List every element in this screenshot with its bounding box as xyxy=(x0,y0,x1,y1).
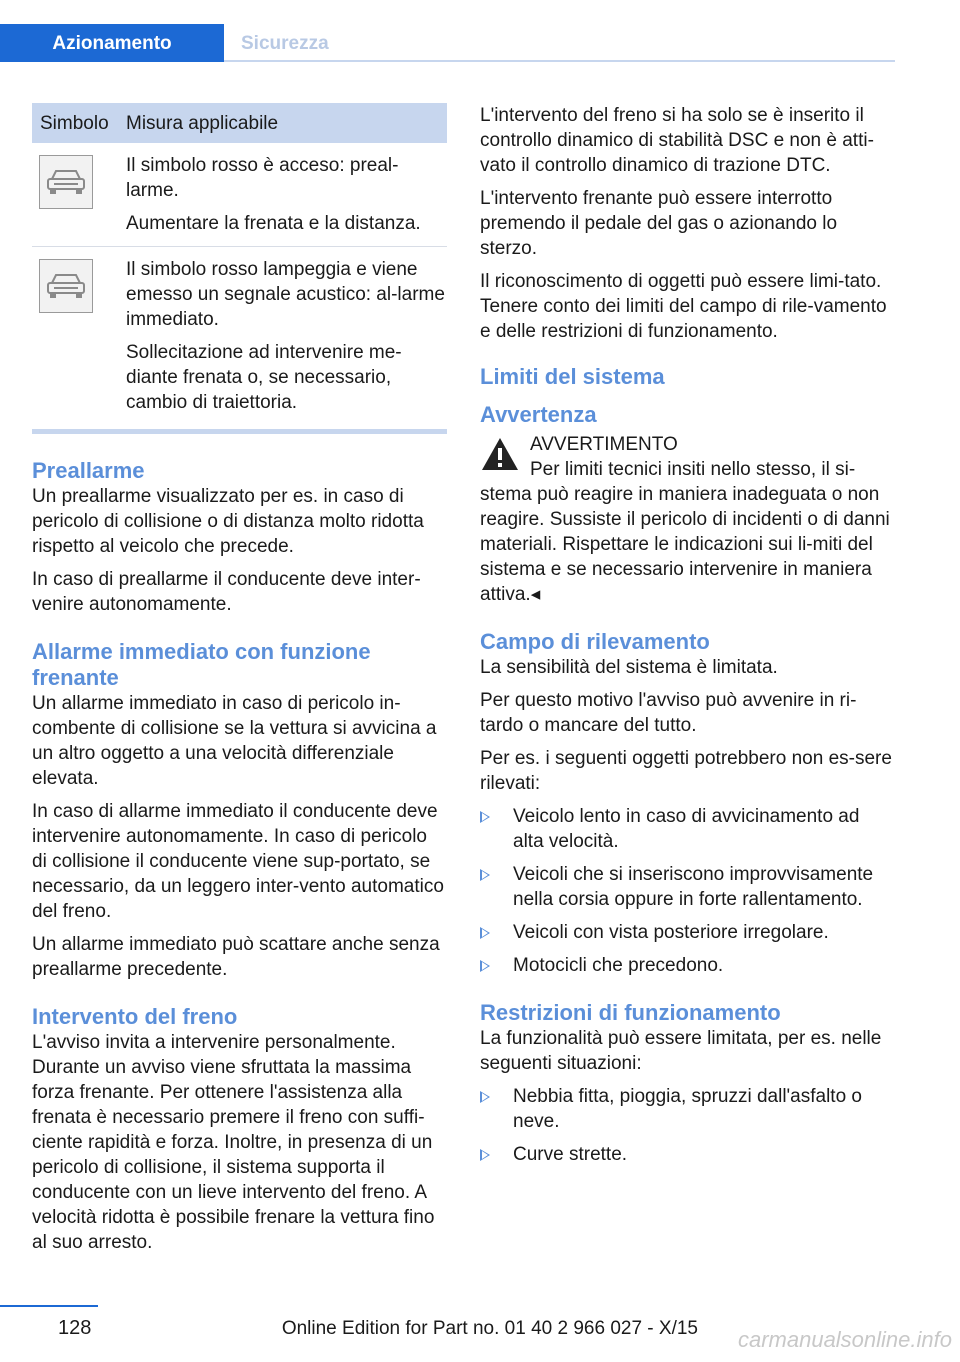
paragraph: La funzionalità può essere limitata, per es. nelle seguenti situazioni: xyxy=(480,1028,882,1074)
paragraph: Per questo motivo l'avviso può avvenire in ri-tardo o mancare del tutto. xyxy=(480,690,857,736)
paragraph: Il riconoscimento di oggetti può essere limi-tato. Tenere conto dei limiti del campo di rile-vamento e delle restrizioni di funzionamento. xyxy=(480,271,887,342)
footer-rule xyxy=(0,1305,98,1307)
watermark: carmanualsonline.info xyxy=(737,1327,952,1352)
heading-avvertenza: Avvertenza xyxy=(480,402,597,427)
list-item: Curve strette. xyxy=(480,1142,895,1167)
car-warning-icon xyxy=(39,259,93,313)
edition-text: Online Edition for Part no. 01 40 2 966 027 - X/15 xyxy=(281,1318,698,1339)
paragraph: Un allarme immediato può scattare anche senza preallarme precedente. xyxy=(32,934,440,980)
paragraph: In caso di allarme immediato il conducente deve intervenire autonomamente. In caso di pericolo di collisione il conducente viene sup-portato, se necessario, da un leggero inter-vento automatico del freno. xyxy=(32,801,444,922)
car-warning-icon xyxy=(39,155,93,209)
paragraph: Un allarme immediato in caso di pericolo in-combente di collisione se la vettura si avvicina a un altro oggetto a una velocità differenziale elevata. xyxy=(32,693,437,789)
right-column xyxy=(480,103,895,1175)
paragraph: L'intervento del freno si ha solo se è inserito il controllo dinamico di stabilità DSC e non è atti-vato il controllo dinamico di trazione DTC. xyxy=(480,105,874,176)
warning-triangle-icon xyxy=(480,436,520,472)
bullet-triangle-icon xyxy=(480,1149,490,1161)
heading-preallarme: Preallarme xyxy=(32,458,145,483)
col-header-measure: Misura applicabile xyxy=(126,112,279,134)
warning-text: Per limiti tecnici insiti nello stesso, il si-stema può reagire in maniera inadeguata o non reagire. Sussiste il pericolo di incidenti o di danni materiali. Rispettare le indicazioni sui li-miti del sistema e se necessario intervenire in maniera attiva.◂ xyxy=(480,459,890,605)
col-header-symbol: Simbolo xyxy=(40,112,109,134)
paragraph: In caso di preallarme il conducente deve inter-venire autonomamente. xyxy=(32,569,421,615)
list-item: Nebbia fitta, pioggia, spruzzi dall'asfalto o neve. xyxy=(480,1084,895,1134)
range-list xyxy=(480,804,895,978)
heading-restrizioni: Restrizioni di funzionamento xyxy=(480,1000,781,1025)
list-item: Veicolo lento in caso di avvicinamento ad alta velocità. xyxy=(480,804,895,854)
paragraph: L'intervento frenante può essere interrotto premendo il pedale del gas o azionando lo sterzo. xyxy=(480,188,838,259)
page-number: 128 xyxy=(58,1317,92,1339)
paragraph: L'avviso invita a intervenire personalmente. Durante un avviso viene sfruttata la massima forza frenante. Per ottenere l'assistenza alla frenata è necessario premere il freno con suffi-ciente rapidità e forza. Inoltre, in presenza di un pericolo di collisione, il sistema supporta il conducente con un lieve intervento del freno. A velocità ridotta è possibile frenare la vettura fino al suo arresto. xyxy=(32,1032,435,1253)
list-item: Motocicli che precedono. xyxy=(480,953,895,978)
symbol-table xyxy=(32,103,447,434)
list-item: Veicoli con vista posteriore irregolare. xyxy=(480,920,895,945)
heading-campo-rilevamento: Campo di rilevamento xyxy=(480,629,710,654)
list-item: Veicoli che si inseriscono improvvisamente nella corsia oppure in forte rallentamento. xyxy=(480,862,895,912)
row-text: Sollecitazione ad intervenire me-diante frenata o, se necessario, cambio di traiettoria. xyxy=(126,342,402,413)
header-rule xyxy=(224,60,895,62)
bullet-triangle-icon xyxy=(480,960,490,972)
tab-sicurezza[interactable]: Sicurezza xyxy=(241,32,329,54)
warning-label: AVVERTIMENTO xyxy=(530,434,678,455)
row-text: Aumentare la frenata e la distanza. xyxy=(126,213,421,234)
table-row xyxy=(32,247,447,425)
header-tabs xyxy=(0,24,895,62)
heading-allarme-immediato: Allarme immediato con funzione frenante xyxy=(32,639,371,690)
warning-block xyxy=(480,432,895,607)
left-column xyxy=(32,103,447,1263)
table-header xyxy=(32,103,447,143)
row-text: Il simbolo rosso lampeggia e viene emesso un segnale acustico: al-larme immediato. xyxy=(126,259,445,330)
row-text: Il simbolo rosso è acceso: preal-larme. xyxy=(126,155,399,201)
bullet-triangle-icon xyxy=(480,927,490,939)
tab-azionamento[interactable]: Azionamento xyxy=(0,24,224,62)
paragraph: Un preallarme visualizzato per es. in caso di pericolo di collisione o di distanza molto ridotta rispetto al veicolo che precede. xyxy=(32,486,424,557)
bullet-triangle-icon xyxy=(480,811,490,823)
bullet-triangle-icon xyxy=(480,1091,490,1103)
heading-intervento-freno: Intervento del freno xyxy=(32,1004,238,1029)
restrict-list xyxy=(480,1084,895,1167)
bullet-triangle-icon xyxy=(480,869,490,881)
paragraph: La sensibilità del sistema è limitata. xyxy=(480,657,778,678)
paragraph: Per es. i seguenti oggetti potrebbero non es-sere rilevati: xyxy=(480,748,892,794)
table-row xyxy=(32,143,447,247)
heading-limiti-sistema: Limiti del sistema xyxy=(480,364,665,389)
